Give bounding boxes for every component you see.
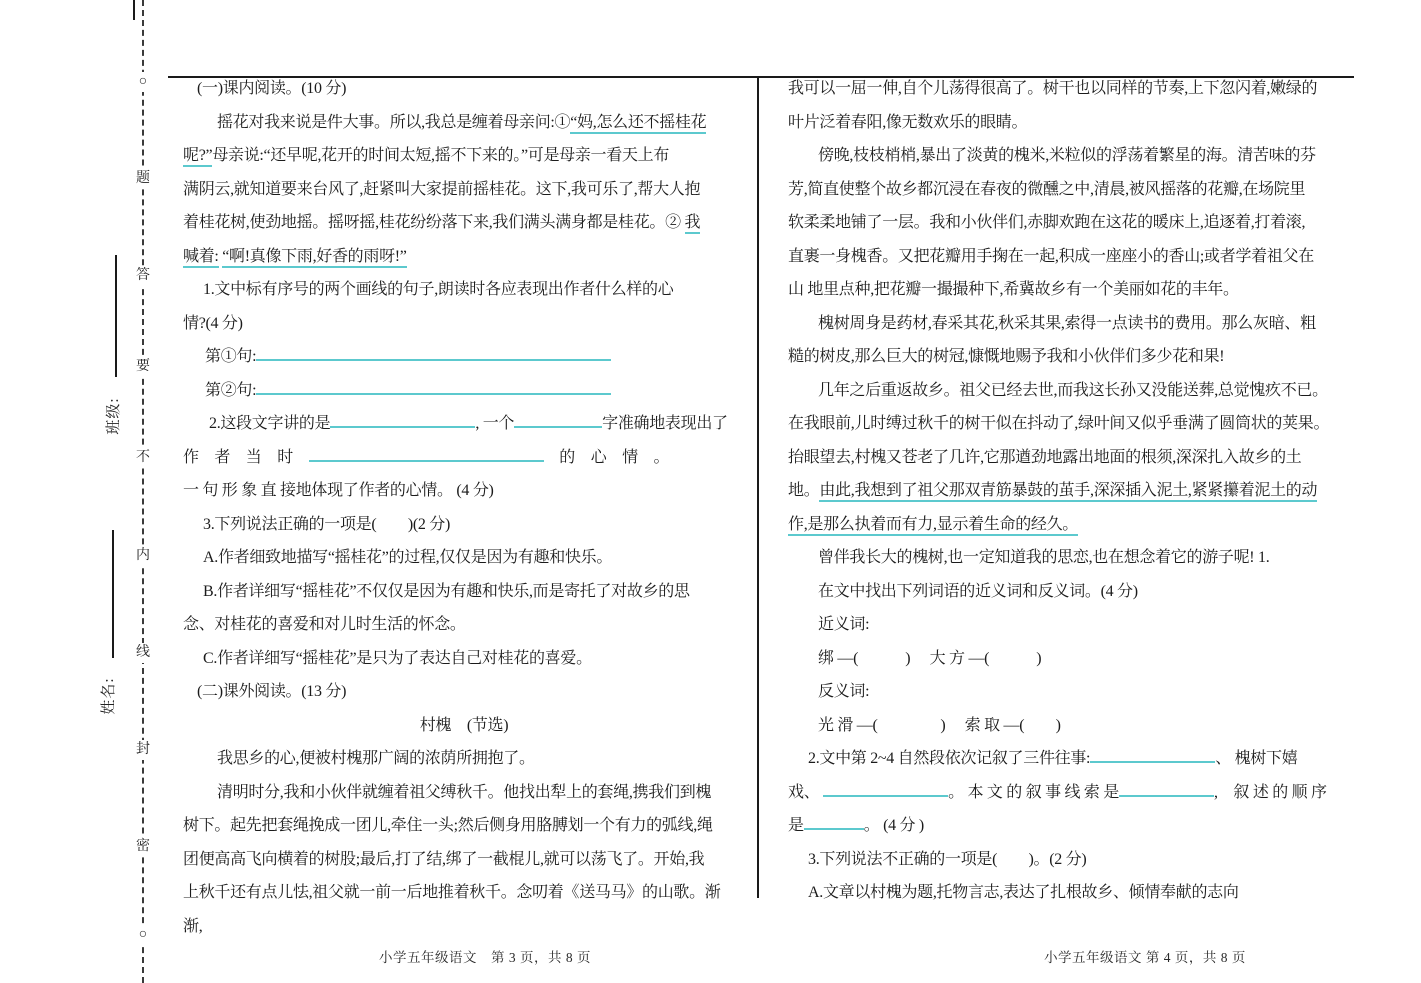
text-line xyxy=(183,72,745,106)
text-segment: 在我眼前,儿时缚过秋千的树干似在抖动了,绿叶间又似乎垂满了圆筒状的荚果。 xyxy=(788,415,1330,432)
text-segment: 作 者 当 时 xyxy=(183,448,309,466)
answer-blank-line xyxy=(309,445,544,462)
text-line xyxy=(183,206,745,240)
text-line xyxy=(788,374,1355,408)
text-segment: 满阴云,就知道要来台风了,赶紧叫大家提前摇桂花。这下,我可乐了,帮大人抱 xyxy=(183,180,701,198)
seal-circle-mark: ○ xyxy=(133,72,153,92)
text-segment: 反义词: xyxy=(818,683,870,700)
underlined-passage: “妈,怎么还不摇桂花 xyxy=(570,114,706,134)
text-segment: 抬眼望去,村槐又苍老了几许,它那遒劲地露出地面的根须,深深扎入故乡的土 xyxy=(788,448,1302,466)
seal-line-char: 线 xyxy=(133,643,153,663)
text-segment: 2.文中第 2~4 自然段依次记叙了三件往事: xyxy=(808,750,1091,767)
text-segment: 村槐 (节选) xyxy=(419,716,509,734)
text-segment: 曾伴我长大的槐树,也一定知道我的思恋,也在想念着它的游子呢! 1. xyxy=(818,549,1270,566)
text-line xyxy=(788,72,1355,106)
class-label xyxy=(84,388,140,444)
text-line xyxy=(183,139,745,173)
text-line xyxy=(183,608,745,642)
text-segment: 傍晚,枝枝梢梢,暴出了淡黄的槐米,米粒似的浮荡着繁星的海。清苦味的芬 xyxy=(818,147,1316,164)
text-segment: A.文章以村槐为题,托物言志,表达了扎根故乡、倾情奉献的志向 xyxy=(808,884,1239,901)
text-segment: 。 (4 分 ) xyxy=(863,817,924,834)
text-line xyxy=(183,340,745,374)
class-blank-line xyxy=(115,255,117,377)
text-segment: 1.文中标有序号的两个画线的句子,朗读时各应表现出作者什么样的心 xyxy=(203,281,674,298)
text-line xyxy=(788,675,1355,709)
seal-line-char: 封 xyxy=(133,740,153,760)
answer-blank-line xyxy=(823,780,948,797)
name-blank-line xyxy=(112,530,114,658)
answer-blank-line xyxy=(1090,746,1215,763)
seal-line-char: 不 xyxy=(133,448,153,468)
underlined-passage: 喊着: xyxy=(183,248,219,268)
text-line xyxy=(183,273,745,307)
text-segment: 着桂花树,使劲地摇。摇呀摇,桂花纷纷落下来,我们满头满身都是桂花。② xyxy=(183,214,685,231)
text-line xyxy=(788,273,1355,307)
text-line xyxy=(183,843,745,877)
answer-blank-line xyxy=(256,378,611,395)
text-line xyxy=(183,675,745,709)
text-line xyxy=(788,843,1355,877)
seal-line-char: 题 xyxy=(133,169,153,189)
text-line xyxy=(788,206,1355,240)
text-segment: A.作者细致地描写“摇桂花”的过程,仅仅是因为有趣和快乐。 xyxy=(203,549,613,566)
text-segment: 戏、 xyxy=(788,783,824,801)
text-segment: 我可以一屈一伸,自个儿荡得很高了。树干也以同样的节奏,上下忽闪着,嫩绿的 xyxy=(788,80,1318,97)
underlined-passage: 作,是那么执着而有力,显示着生命的经久。 xyxy=(788,516,1078,536)
text-segment: 渐, xyxy=(183,917,203,935)
text-line xyxy=(788,240,1355,274)
text-line xyxy=(183,575,745,609)
text-line xyxy=(788,876,1355,910)
text-line xyxy=(788,742,1355,776)
text-line xyxy=(183,240,745,274)
text-segment: 摇花对我来说是件大事。所以,我总是缠着母亲问:① xyxy=(217,113,571,131)
text-line xyxy=(788,776,1355,810)
text-line xyxy=(788,575,1355,609)
answer-blank-line xyxy=(514,411,602,428)
text-line xyxy=(788,608,1355,642)
text-segment: 。 本 文 的 叙 事 线 索 是 xyxy=(948,783,1120,801)
answer-blank-line xyxy=(804,813,864,830)
text-line xyxy=(183,407,745,441)
text-line xyxy=(788,474,1355,508)
text-line xyxy=(788,340,1355,374)
text-segment: 槐树周身是药材,春采其花,秋采其果,索得一点读书的费用。那么灰暗、粗 xyxy=(818,314,1316,332)
answer-blank-line xyxy=(256,344,611,361)
text-line xyxy=(788,809,1355,843)
answer-blank-line xyxy=(1119,780,1214,797)
page-divider xyxy=(757,78,759,898)
seal-line-char: 要 xyxy=(133,357,153,377)
text-segment: 我思乡的心,便被村槐那广阔的浓荫所拥抱了。 xyxy=(217,750,535,767)
underlined-passage: 我 xyxy=(685,214,701,234)
text-segment: 字准确地表现出了 xyxy=(602,415,728,432)
page-footer-right: 小学五年级语文 第 4 页，共 8 页 xyxy=(1044,950,1246,965)
text-line xyxy=(183,709,745,743)
text-segment: 母亲说:“还早呢,花开的时间太短,摇不下来的。”可是母亲一看天上布 xyxy=(212,147,670,164)
answer-blank-line xyxy=(330,411,475,428)
text-line xyxy=(183,307,745,341)
text-line xyxy=(788,709,1355,743)
text-segment: 清明时分,我和小伙伴就缠着祖父缚秋千。他找出犁上的套绳,携我们到槐 xyxy=(217,783,712,801)
text-segment: 2.这段文字讲的是 xyxy=(209,415,331,432)
text-segment: 近义词: xyxy=(818,616,870,633)
text-line xyxy=(788,106,1355,140)
text-segment: 直裹一身槐香。又把花瓣用手掬在一起,积成一座座小的香山;或者学着祖父在 xyxy=(788,247,1314,265)
text-segment: 糙的树皮,那么巨大的树冠,慷慨地赐予我和小伙伴们多少花和果! xyxy=(788,348,1225,365)
text-segment: 上秋千还有点儿怯,祖父就一前一后地推着秋千。念叨着《送马马》的山歌。渐 xyxy=(183,884,721,901)
text-segment: (一)课内阅读。(10 分) xyxy=(197,80,347,97)
underlined-passage: 呢?” xyxy=(183,147,212,167)
underlined-passage: “啊!真像下雨,好香的雨呀!” xyxy=(222,248,406,268)
text-segment: 绑 —( ) 大 方 —( ) xyxy=(818,649,1042,667)
text-line xyxy=(183,106,745,140)
text-line xyxy=(788,307,1355,341)
text-segment: 在文中找出下列词语的近义词和反义词。(4 分) xyxy=(818,582,1138,600)
text-segment: 地。 xyxy=(788,482,820,499)
text-segment: 3.下列说法正确的一项是( )(2 分) xyxy=(203,515,451,533)
seal-line-char: 答 xyxy=(133,266,153,286)
class-label-text: 班级: xyxy=(105,397,122,435)
seal-line-char: 密 xyxy=(133,837,153,857)
text-line xyxy=(183,374,745,408)
text-segment: , 一个 xyxy=(475,415,515,432)
text-line xyxy=(183,508,745,542)
text-segment: 山 地里点种,把花瓣一撮撮种下,希冀故乡有一个美丽如花的丰年。 xyxy=(788,281,1239,298)
text-segment: 第①句: xyxy=(205,348,257,365)
name-label-text: 姓名: xyxy=(100,677,117,715)
text-segment: 叶片泛着春阳,像无数欢乐的眼睛。 xyxy=(788,113,1028,131)
text-line xyxy=(788,441,1355,475)
text-segment: 光 滑 —( ) 索 取 —( ) xyxy=(818,716,1061,734)
text-segment: 是 xyxy=(788,817,804,834)
text-segment: 情?(4 分) xyxy=(183,314,243,332)
seal-dashed-line xyxy=(142,0,144,983)
underlined-passage: 由此,我想到了祖父那双青筋暴鼓的茧手,深深插入泥土,紧紧攥着泥土的动 xyxy=(819,482,1317,502)
text-line xyxy=(183,910,745,944)
seal-circle-mark: ○ xyxy=(133,925,153,945)
text-segment: 团便高高飞向横着的树股;最后,打了结,绑了一截棍儿,就可以荡飞了。开始,我 xyxy=(183,850,705,868)
text-segment: 几年之后重返故乡。祖父已经去世,而我这长孙又没能送葬,总觉愧疚不已。 xyxy=(818,381,1328,399)
text-segment: 的 心 情 。 xyxy=(543,448,670,466)
exam-page-right xyxy=(788,72,1355,910)
text-line xyxy=(788,642,1355,676)
text-segment: C.作者详细写“摇桂花”是只为了表达自己对桂花的喜爱。 xyxy=(203,649,592,667)
text-line xyxy=(183,742,745,776)
text-segment: 一 句 形 象 直 接地体现了作者的心情。 (4 分) xyxy=(183,482,494,499)
text-segment: , 叙 述 的 顺 序 xyxy=(1214,783,1327,801)
exam-page-left xyxy=(183,72,745,943)
text-line xyxy=(788,541,1355,575)
text-line xyxy=(788,508,1355,542)
page-footer-left: 小学五年级语文 第 3 页，共 8 页 xyxy=(379,950,591,965)
text-segment: 念、对桂花的喜爱和对儿时生活的怀念。 xyxy=(183,616,466,633)
text-segment: B.作者详细写“摇桂花”不仅仅是因为有趣和快乐,而是寄托了对故乡的思 xyxy=(203,582,690,600)
text-line xyxy=(788,173,1355,207)
text-line xyxy=(183,776,745,810)
text-segment: 树下。起先把套绳挽成一团儿,牵住一头;然后侧身用胳膊划一个有力的弧线,绳 xyxy=(183,817,713,834)
text-line xyxy=(183,474,745,508)
text-segment: 、 槐树下嬉 xyxy=(1215,750,1298,767)
seal-top-tick xyxy=(133,0,135,20)
text-line xyxy=(183,876,745,910)
seal-line-char: 内 xyxy=(133,546,153,566)
text-line xyxy=(183,809,745,843)
text-line xyxy=(788,407,1355,441)
text-segment: (二)课外阅读。(13 分) xyxy=(197,683,347,700)
text-segment: 芳,简直使整个故乡都沉浸在春夜的微醺之中,清晨,被风摇落的花瓣,在场院里 xyxy=(788,180,1306,198)
text-segment: 3.下列说法不正确的一项是( )。(2 分) xyxy=(808,850,1087,868)
text-line xyxy=(183,642,745,676)
name-label xyxy=(79,668,135,724)
text-segment: 第②句: xyxy=(205,381,257,399)
text-line xyxy=(183,441,745,475)
text-line xyxy=(183,173,745,207)
text-line xyxy=(788,139,1355,173)
text-line xyxy=(183,541,745,575)
text-segment: 软柔柔地铺了一层。我和小伙伴们,赤脚欢跑在这花的暖床上,追逐着,打着滚, xyxy=(788,214,1306,231)
